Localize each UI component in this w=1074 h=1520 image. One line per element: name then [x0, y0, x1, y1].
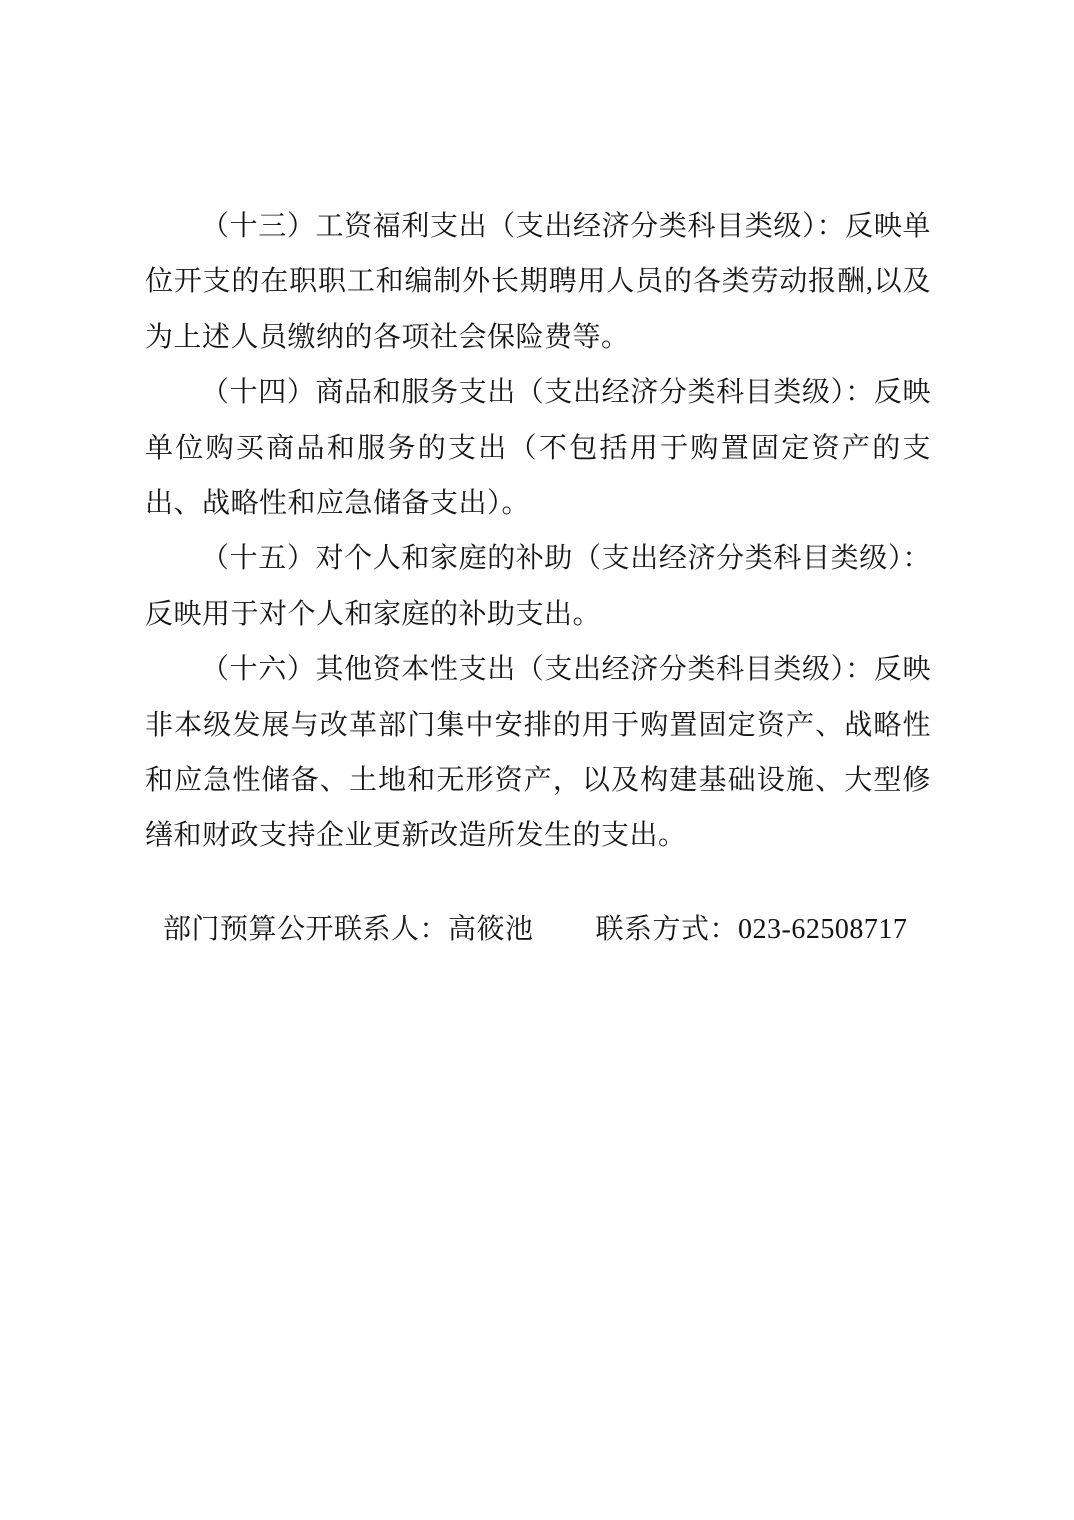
- paragraph-item-16: [145, 642, 931, 864]
- paragraph-15-text: 反映用于对个人和家庭的补助支出。: [145, 598, 602, 630]
- paragraph-13-text: 反映单位开支的在职职工和编制外长期聘用人员的各类劳动报酬,以及为上述人员缴纳的各项社会保险费等。: [145, 211, 931, 353]
- paragraph-14-text: 反映单位购买商品和服务的支出（不包括用于购置固定资产的支出、战略性和应急储备支出）。: [145, 377, 931, 520]
- paragraph-15-heading: （十五）对个人和家庭的补助（支出经济分类科目类级）：: [201, 543, 931, 575]
- document-body: [145, 199, 931, 957]
- contact-phone-number: 023-62508717: [738, 913, 908, 945]
- contact-person-name: 高筱池: [448, 913, 534, 945]
- paragraph-16-heading: （十六）其他资本性支出（支出经济分类科目类级）：: [201, 654, 874, 686]
- paragraph-16-text: 反映非本级发展与改革部门集中安排的用于购置固定资产、战略性和应急性储备、土地和无形资产，以及构建基础设施、大型修缮和财政支持企业更新改造所发生的支出。: [145, 654, 931, 852]
- contact-person: [163, 914, 534, 945]
- contact-phone: [596, 914, 908, 945]
- paragraph-13-heading: （十三）工资福利支出（支出经济分类科目类级）：: [201, 211, 846, 242]
- contact-person-label: 部门预算公开联系人：: [163, 913, 449, 945]
- contact-line: [145, 902, 931, 957]
- paragraph-item-15: [145, 531, 931, 642]
- paragraph-item-14: [145, 365, 931, 531]
- contact-phone-label: 联系方式：: [595, 913, 739, 945]
- paragraph-item-13: [145, 199, 931, 365]
- paragraph-14-heading: （十四）商品和服务支出（支出经济分类科目类级）：: [201, 377, 874, 409]
